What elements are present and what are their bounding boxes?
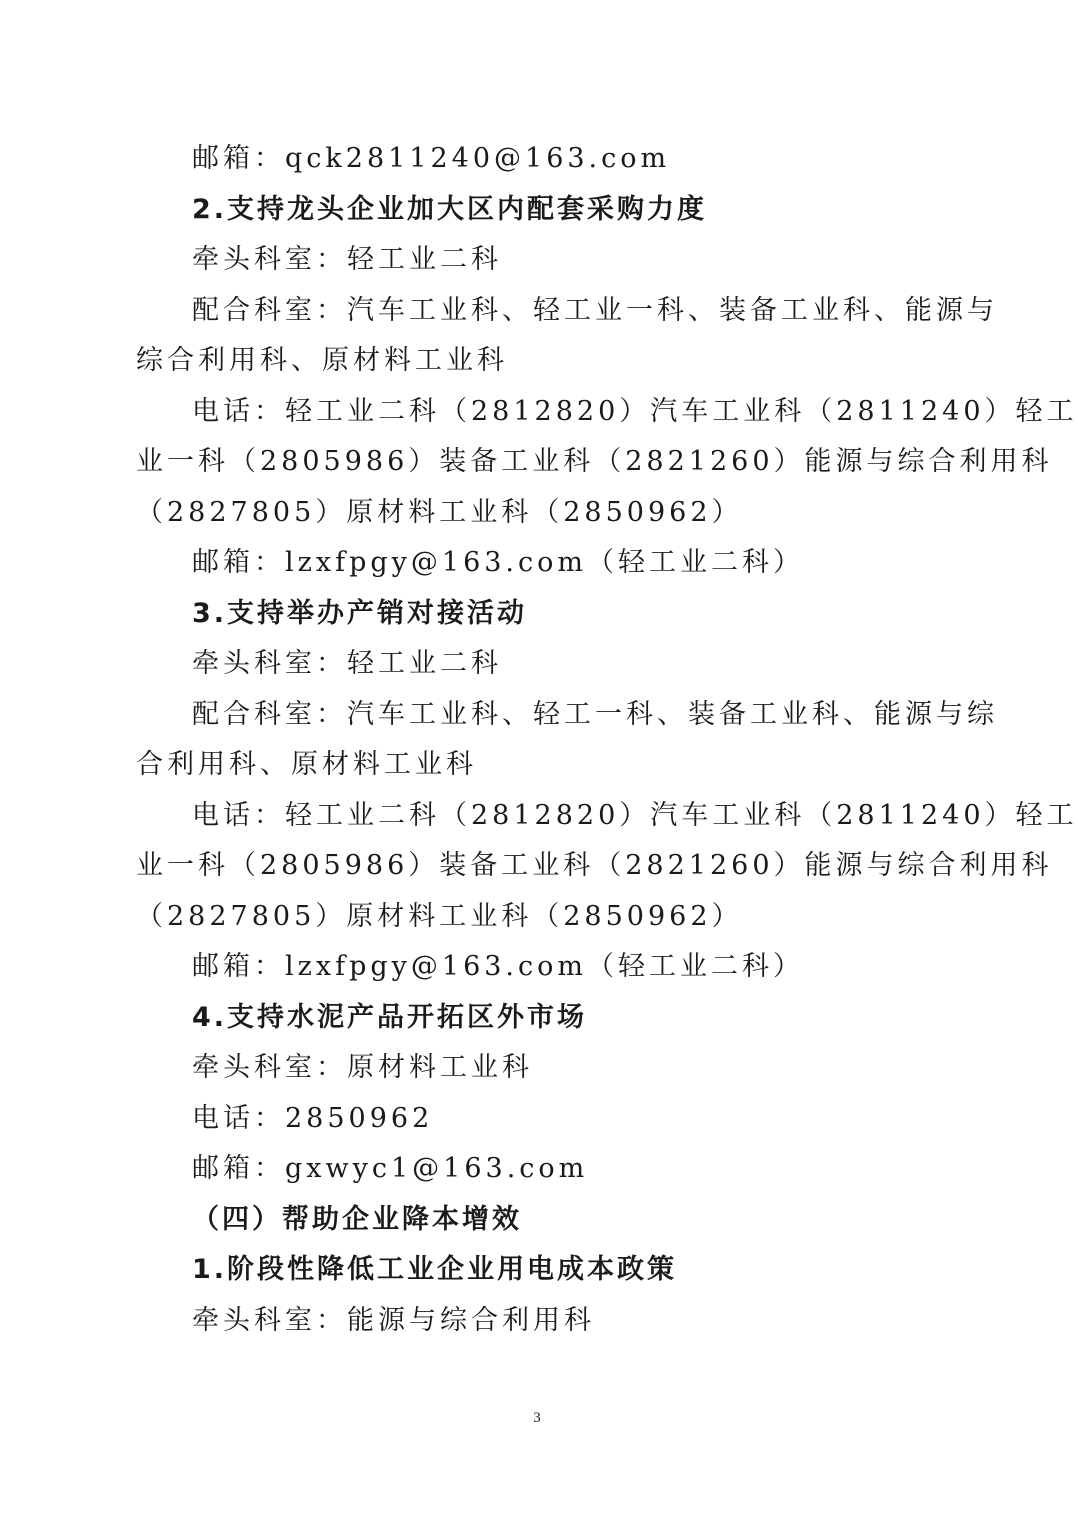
- email-line: 邮箱：qck2811240@163.com: [192, 143, 671, 174]
- chapter-heading: （四）帮助企业降本增效: [192, 1203, 522, 1235]
- coop-dept-line: 配合科室：汽车工业科、轻工一科、装备工业科、能源与综: [192, 698, 998, 730]
- lead-dept-line: 牵头科室：能源与综合利用科: [192, 1304, 595, 1336]
- section-heading: 1.阶段性降低工业企业用电成本政策: [192, 1254, 678, 1285]
- page-number: 3: [533, 1410, 541, 1426]
- email-line: 邮箱：lzxfpgy@163.com（轻工业二科）: [192, 547, 804, 578]
- phone-line-cont: （2827805）原材料工业科（2850962）: [136, 496, 743, 528]
- lead-dept-line: 牵头科室：轻工业二科: [192, 648, 502, 679]
- coop-dept-line: 配合科室：汽车工业科、轻工业一科、装备工业科、能源与: [192, 294, 998, 326]
- phone-line: 电话：轻工业二科（2812820）汽车工业科（2811240）轻工: [192, 799, 1078, 831]
- phone-line-cont: （2827805）原材料工业科（2850962）: [136, 900, 743, 932]
- coop-dept-line-cont: 合利用科、原材料工业科: [136, 749, 477, 780]
- section-heading: 4.支持水泥产品开拓区外市场: [192, 1001, 588, 1033]
- email-line: 邮箱：lzxfpgy@163.com（轻工业二科）: [192, 951, 804, 982]
- document-body: [136, 134, 1078, 1346]
- phone-line-cont: 业一科（2805986）装备工业科（2821260）能源与综合利用科: [136, 446, 1053, 477]
- lead-dept-line: 牵头科室：原材料工业科: [192, 1052, 533, 1083]
- lead-dept-line: 牵头科室：轻工业二科: [192, 244, 502, 275]
- phone-line: 电话：2850962: [192, 1102, 434, 1134]
- phone-line: 电话：轻工业二科（2812820）汽车工业科（2811240）轻工: [192, 395, 1078, 427]
- email-line: 邮箱：gxwyc1@163.com: [192, 1153, 589, 1184]
- coop-dept-line-cont: 综合利用科、原材料工业科: [136, 345, 508, 376]
- section-heading: 3.支持举办产销对接活动: [192, 597, 528, 629]
- phone-line-cont: 业一科（2805986）装备工业科（2821260）能源与综合利用科: [136, 850, 1053, 881]
- section-heading: 2.支持龙头企业加大区内配套采购力度: [192, 193, 708, 225]
